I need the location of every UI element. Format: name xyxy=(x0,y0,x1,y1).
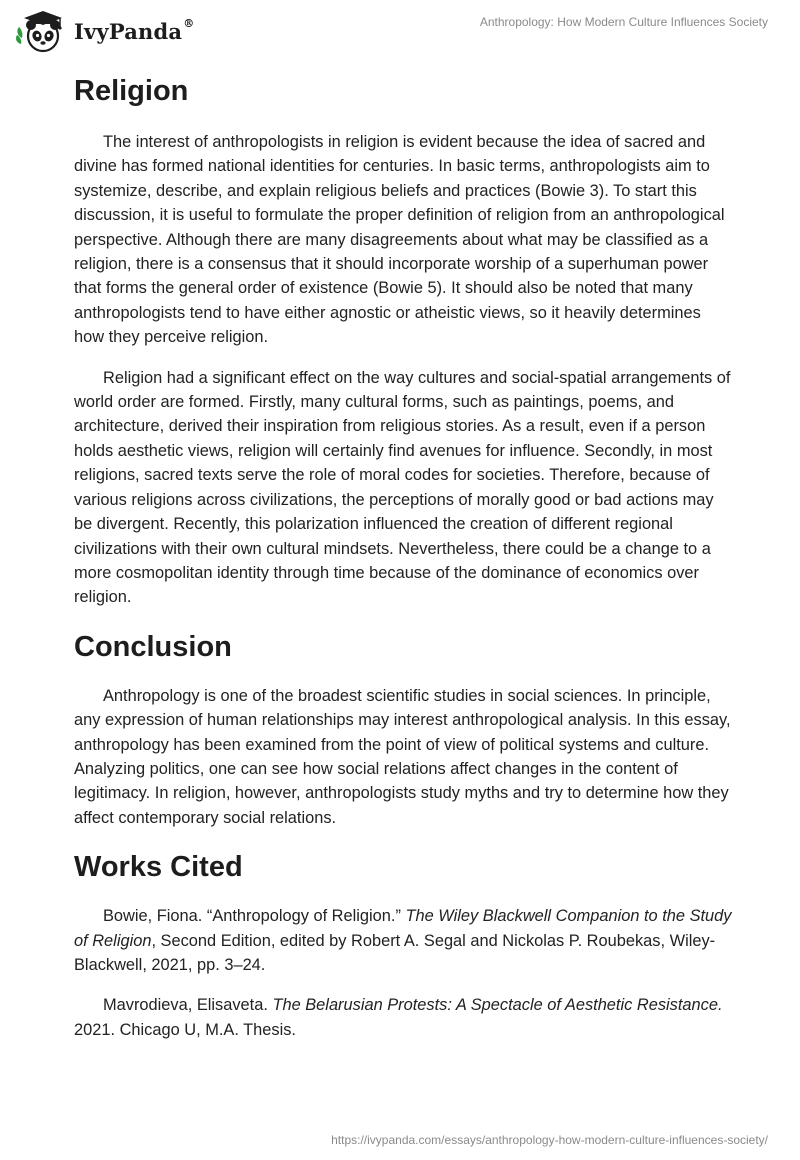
section-heading-conclusion: Conclusion xyxy=(74,630,232,663)
citation-title: The Belarusian Protests: A Spectacle of Aesthetic Resistance. xyxy=(272,996,723,1015)
section-heading-works-cited: Works Cited xyxy=(74,851,243,884)
running-title: Anthropology: How Modern Culture Influences Society xyxy=(479,15,768,29)
citation-title: The Wiley Blackwell Companion to the Study of Religion xyxy=(74,907,732,950)
brand-name: IvyPanda® xyxy=(74,16,195,44)
page-header xyxy=(0,0,800,60)
citation-entry: Bowie, Fiona. “Anthropology of Religion.” The Wiley Blackwell Companion to the Study of Religion, Second Edition, edited by Robert A. Segal and Nickolas P. Roubekas, Wiley-Blackwell, 2021, pp. 3–24. xyxy=(74,907,732,974)
section-heading-religion: Religion xyxy=(74,75,189,107)
citation-entry: Mavrodieva, Elisaveta. The Belarusian Protests: A Spectacle of Aesthetic Resistance. 2021. Chicago U, M.A. Thesis. xyxy=(74,996,723,1039)
ivypanda-logo[interactable] xyxy=(16,8,194,54)
essay-content xyxy=(74,72,734,1058)
source-url[interactable]: https://ivypanda.com/essays/anthropology-how-modern-culture-influences-society/ xyxy=(331,1133,768,1147)
paragraph: The interest of anthropologists in religion is evident because the idea of sacred and divine has formed national identities for centuries. In basic terms, anthropologists aim to systemize, describe, and explain religious beliefs and practices (Bowie 3). To start this discussion, it is useful to formulate the proper definition of religion from an anthropological perspective. Although there are many disagreements about what may be classified as a religion, there is a consensus that it should incorporate worship of a superhuman power that forms the general order of existence (Bowie 5). It should also be noted that many anthropologists tend to have either agnostic or atheistic views, so it heavily determines how they perceive religion. xyxy=(74,133,725,347)
panda-graduation-cap-icon xyxy=(16,8,66,54)
paragraph: Religion had a significant effect on the way cultures and social-spatial arrangements of world order are formed. Firstly, many cultural forms, such as paintings, poems, and architecture, derived their inspiration from religious stories. As a result, even if a person holds aesthetic views, religion will certainly find avenues for influence. Secondly, in most religions, sacred texts serve the role of moral codes for societies. Therefore, because of various religions across civilizations, the perceptions of morally good or bad actions may be divergent. Recently, this polarization influenced the creation of different regional civilizations with their own cultural mindsets. Nevertheless, there could be a change to a more cosmopolitan identity through time because of the dominance of economics over religion. xyxy=(74,368,731,607)
paragraph: Anthropology is one of the broadest scientific studies in social sciences. In principle, any expression of human relationships may interest anthropological analysis. In this essay, anthropology has been examined from the point of view of political systems and culture. Analyzing politics, one can see how social relations affect changes in the content of legitimacy. In religion, however, anthropologists study myths and try to determine how they affect contemporary social relations. xyxy=(74,686,731,827)
